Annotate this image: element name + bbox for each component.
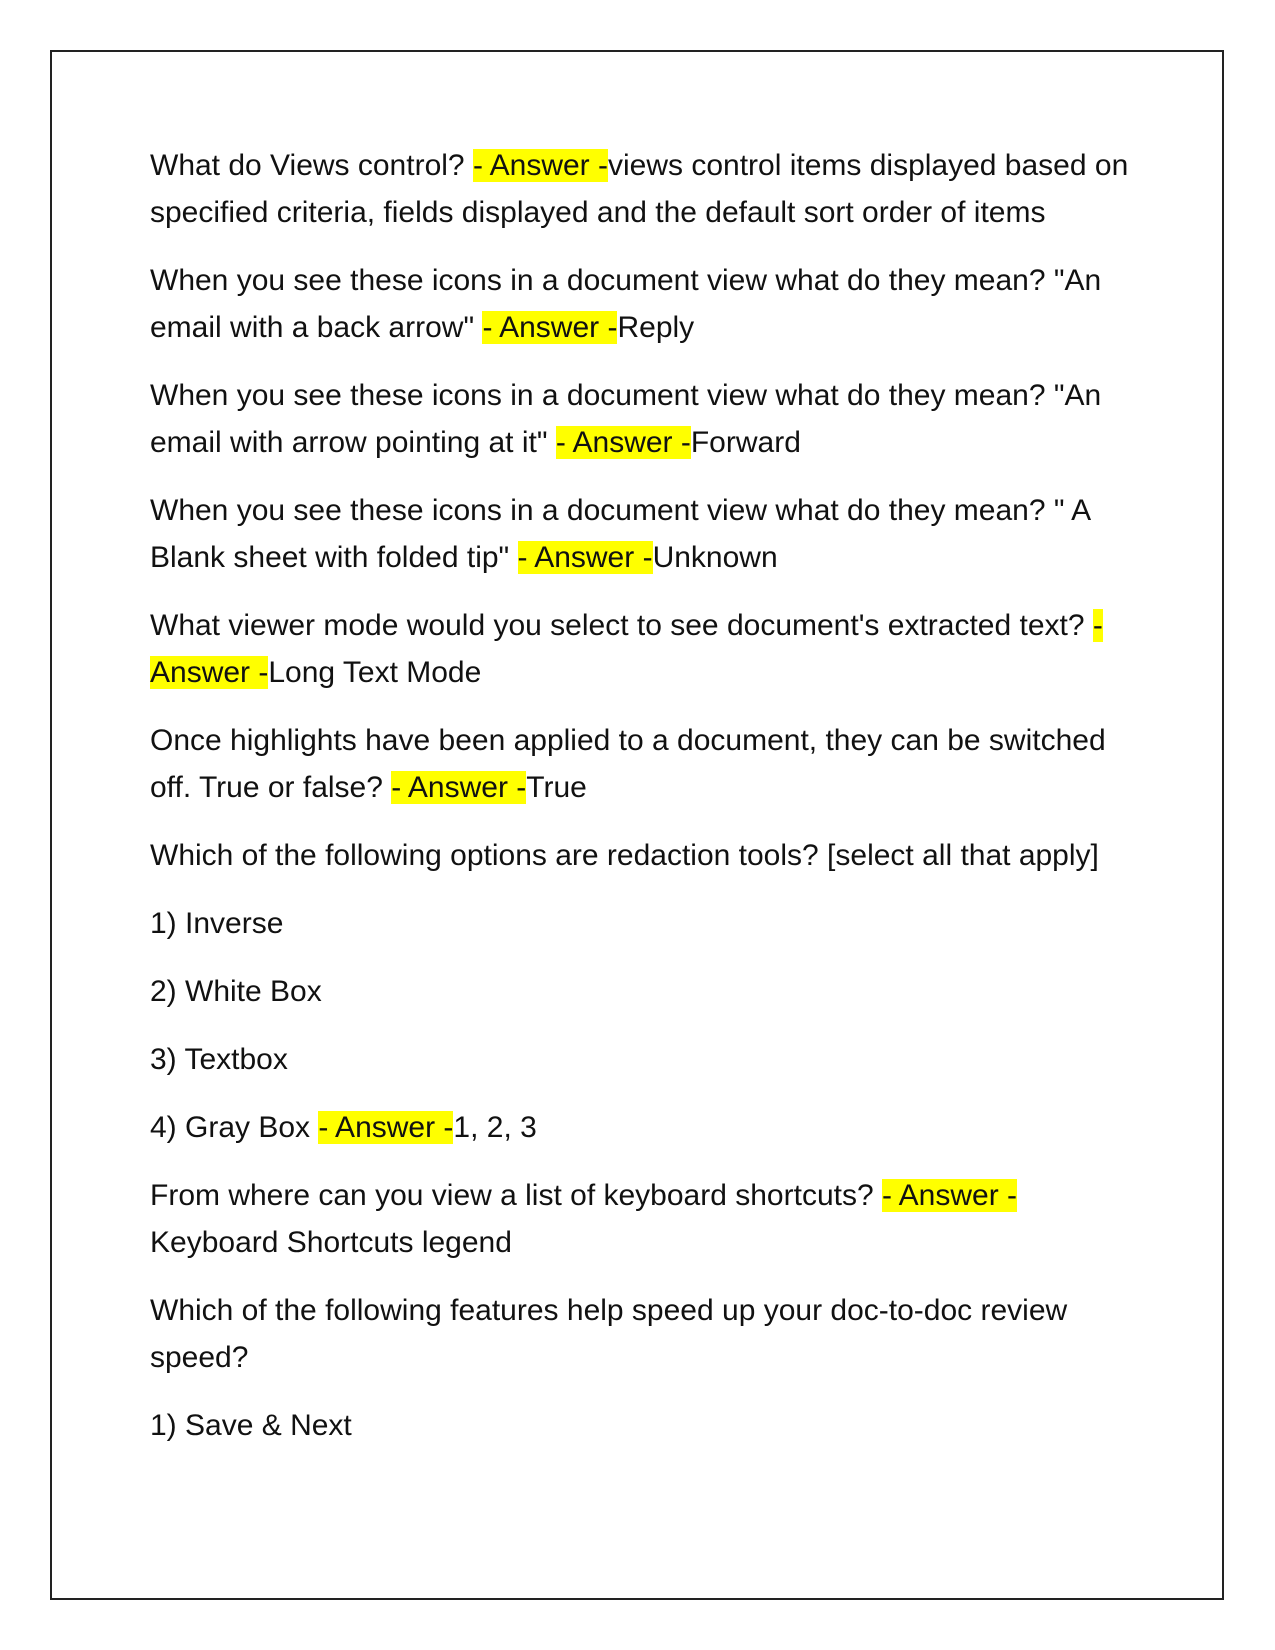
question-text: Which of the following options are redaction tools? [select all that apply] — [150, 839, 1099, 872]
answer-marker: - Answer - — [555, 426, 691, 459]
qa-item — [150, 142, 1130, 236]
qa-item — [150, 257, 1130, 351]
answer-marker: - Answer - — [881, 1179, 1018, 1212]
qa-item — [150, 487, 1130, 581]
answer-marker: - Answer - — [391, 771, 527, 804]
option-item: 1) Inverse — [150, 907, 284, 940]
answer-text: views control items displayed based on specified criteria, fields displayed and the default sort order of items — [150, 149, 1129, 229]
question-text: Once highlights have been applied to a document, they can be switched off. True or false? — [150, 724, 1106, 804]
answer-marker: - Answer - — [482, 311, 618, 344]
answer-text: Unknown — [652, 541, 778, 574]
answer-marker: - Answer - — [472, 149, 608, 182]
question-text: From where can you view a list of keyboard shortcuts? — [150, 1179, 882, 1212]
qa-item — [150, 372, 1130, 466]
answer-text: Keyboard Shortcuts legend — [150, 1226, 512, 1259]
question-text: What do Views control? — [150, 149, 473, 182]
document-content — [150, 142, 1130, 1470]
answer-text: 1, 2, 3 — [453, 1111, 537, 1144]
question-text: When you see these icons in a document view what do they mean? "An email with a back arrow" — [150, 264, 1102, 344]
qa-item — [150, 717, 1130, 811]
question-text: What viewer mode would you select to see document's extracted text? — [150, 609, 1093, 642]
question-text: When you see these icons in a document view what do they mean? "An email with arrow pointing at it" — [150, 379, 1102, 459]
option-item: 4) Gray Box — [150, 1111, 319, 1144]
answer-marker: - Answer - — [150, 609, 1103, 689]
option-item: 3) Textbox — [150, 1043, 288, 1076]
answer-text: Forward — [690, 426, 801, 459]
answer-text: Long Text Mode — [268, 656, 482, 689]
question-text: Which of the following features help speed up your doc-to-doc review speed? — [150, 1294, 1068, 1374]
qa-item — [150, 602, 1130, 696]
qa-item — [150, 1104, 1130, 1151]
option-item: 2) White Box — [150, 975, 322, 1008]
answer-text: True — [526, 771, 587, 804]
question-text: When you see these icons in a document view what do they mean? " A Blank sheet with folded tip" — [150, 494, 1090, 574]
answer-text: Reply — [617, 311, 695, 344]
option-item: 1) Save & Next — [150, 1409, 352, 1442]
answer-marker: - Answer - — [318, 1111, 454, 1144]
answer-marker: - Answer - — [517, 541, 653, 574]
qa-item — [150, 1172, 1130, 1266]
